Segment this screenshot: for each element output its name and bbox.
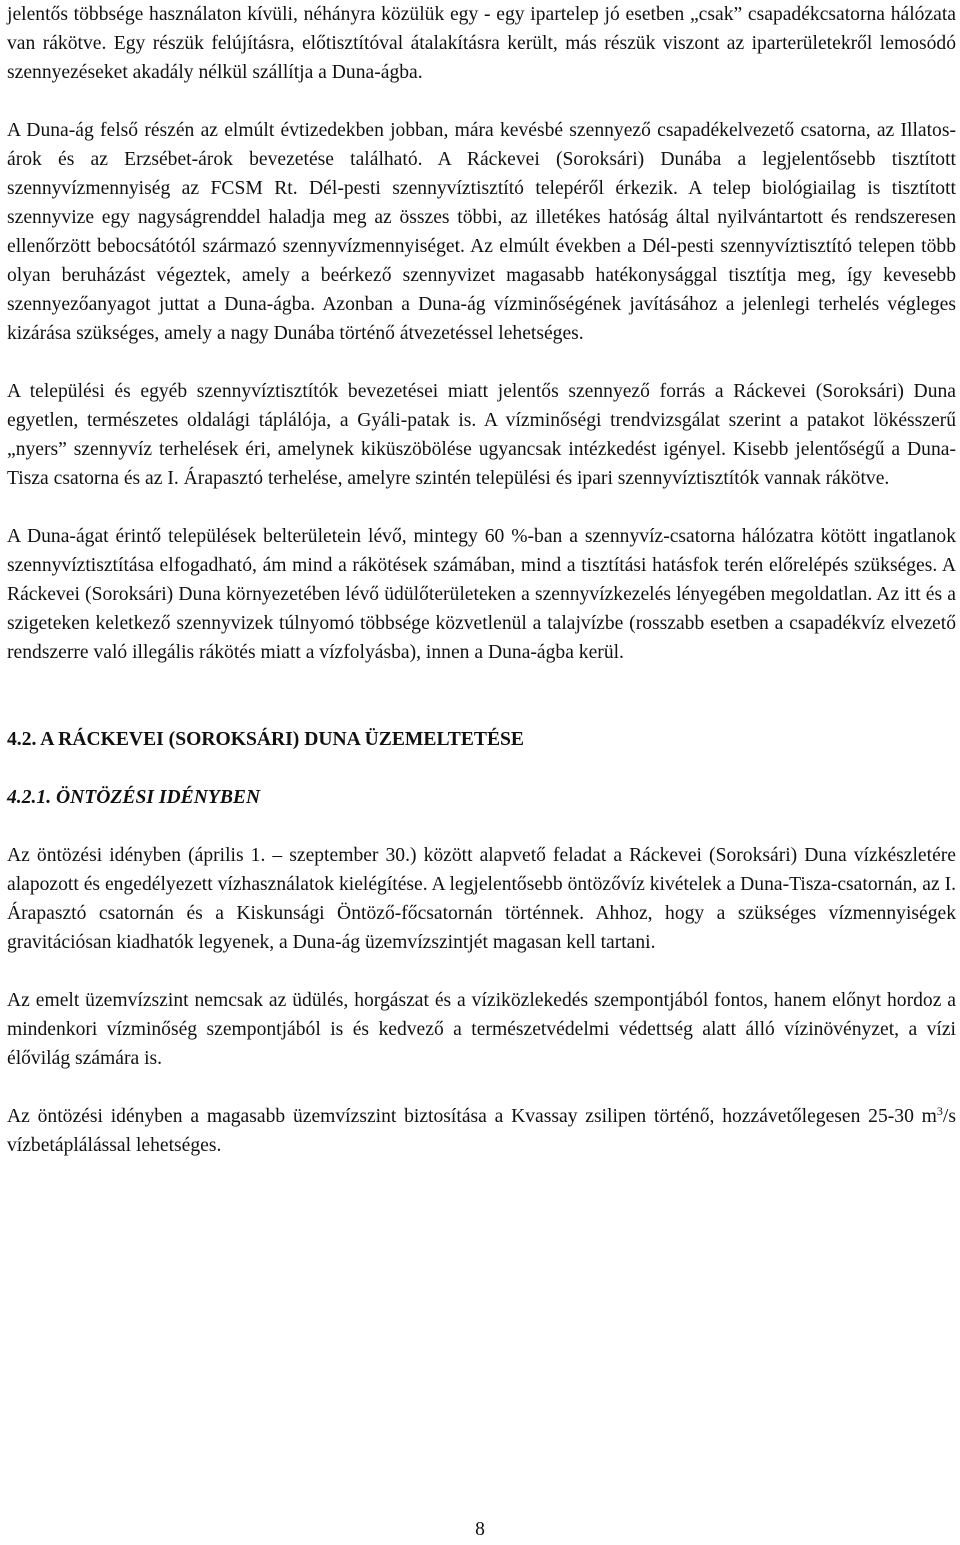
cubic-superscript: 3 (936, 1104, 943, 1118)
paragraph-treatment-plants: A települési és egyéb szennyvíztisztítók bevezetései miatt jelentős szennyező forrás a Ráckevei (Soroksári) Duna egyetlen, természetes oldalági táplálója, a Gyáli-patak is. A vízminőségi trendvizsgálat szerint a patakot lökésszerű „nyers” szennyvíz terhelések éri, amelynek kiküszöbölése ugyancsak intézkedést igényel. Kisebb jelentőségű a Duna-Tisza csatorna és az I. Árapasztó terhelése, amelyre szintén települési és ipari szennyvíztisztítók vannak rákötve. (7, 381, 956, 489)
page-number: 8 (475, 1519, 485, 1540)
paragraph-spacer (7, 493, 956, 522)
paragraph-settlements-sewage: A Duna-ágat érintő települések belterületein lévő, mintegy 60 %-ban a szennyvíz-csatorna hálózatra kötött ingatlanok szennyvíztisztítása elfogadható, ám mind a rákötések számában, mind a tisztítási hatásfok terén előrelépés szükséges. A Ráckevei (Soroksári) Duna környezetében lévő üdülőterületeken a szennyvízkezelés lényegében megoldatlan. Az itt és a szigeteken keletkező szennyvizek túlnyomó többsége közvetlenül a talajvízbe (rosszabb esetben a csapadékvíz elvezető rendszerre való illegális rákötés miatt a vízfolyásba), innen a Duna-ágba kerül. (7, 526, 956, 663)
heading-spacer (7, 754, 956, 783)
paragraph-kvassay-sluice (7, 1102, 956, 1160)
paragraph-spacer (7, 1073, 956, 1102)
paragraph-wastewater-canals: jelentős többsége használaton kívüli, néhányra közülük egy - egy ipartelep jó esetben „csak” csapadékcsatorna hálózata van rákötve. Egy részük felújításra, előtisztítóval átalakításra került, más részük viszont az iparterületekről lemosódó szennyezéseket akadály nélkül szállítja a Duna-ágba. (7, 4, 956, 83)
paragraph-pollution-sources: A Duna-ág felső részén az elmúlt évtizedekben jobban, mára kevésbé szennyező csapadékelvezető csatorna, az Illatos-árok és az Erzsébet-árok bevezetése található. A Ráckevei (Soroksári) Dunába a legjelentősebb tisztított szennyvízmennyiség az FCSM Rt. Dél-pesti szennyvíztisztító telepéről érkezik. A telep biológiailag is tisztított szennyvize egy nagyságrenddel haladja meg az összes többi, az illetékes hatóság által nyilvántartott és rendszeresen ellenőrzött bebocsátótól származó szennyvízmennyiséget. Az elmúlt években a Dél-pesti szennyvíztisztító telepen több olyan beruházást végeztek, amely a beérkező szennyvizet magasabb hatékonysággal tisztítja meg, így kevesebb szennyezőanyagot juttat a Duna-ágba. Azonban a Duna-ág vízminőségének javításához a jelenlegi terhelés végleges kizárása szükséges, amely a nagy Dunába történő átvezetéssel lehetséges. (7, 120, 956, 344)
paragraph-spacer (7, 957, 956, 986)
document-page (7, 0, 956, 1160)
paragraph-spacer (7, 87, 956, 116)
kvassay-text-after: /s vízbetáplálással lehetséges. (7, 1106, 956, 1156)
subsection-heading: 4.2.1. ÖNTÖZÉSI IDÉNYBEN (7, 787, 261, 808)
paragraph-spacer (7, 348, 956, 377)
paragraph-water-level: Az emelt üzemvízszint nemcsak az üdülés, horgászat és a víziközlekedés szempontjából fontos, hanem előnyt hordoz a mindenkori vízminőség szempontjából is és kedvező a természetvédelmi védettség alatt álló vízinövényzet, a vízi élővilág számára is. (7, 990, 956, 1069)
heading-spacer (7, 812, 956, 841)
paragraph-irrigation-season: Az öntözési idényben (április 1. – szeptember 30.) között alapvető feladat a Ráckevei (Soroksári) Duna vízkészletére alapozott és engedélyezett vízhasználatok kielégítése. A legjelentősebb öntözővíz kivételek a Duna-Tisza-csatornán, az I. Árapasztó csatornán és a Kiskunsági Öntöző-főcsatornán történnek. Ahhoz, hogy a szükséges vízmennyiségek gravitációsan kiadhatók legyenek, a Duna-ág üzemvízszintjét magasan kell tartani. (7, 845, 956, 953)
section-spacer (7, 667, 956, 725)
section-heading: 4.2. A RÁCKEVEI (SOROKSÁRI) DUNA ÜZEMELTETÉSE (7, 729, 524, 750)
kvassay-text-before: Az öntözési idényben a magasabb üzemvízszint biztosítása a Kvassay zsilipen történő, hozzávetőlegesen 25-30 m (7, 1106, 937, 1127)
